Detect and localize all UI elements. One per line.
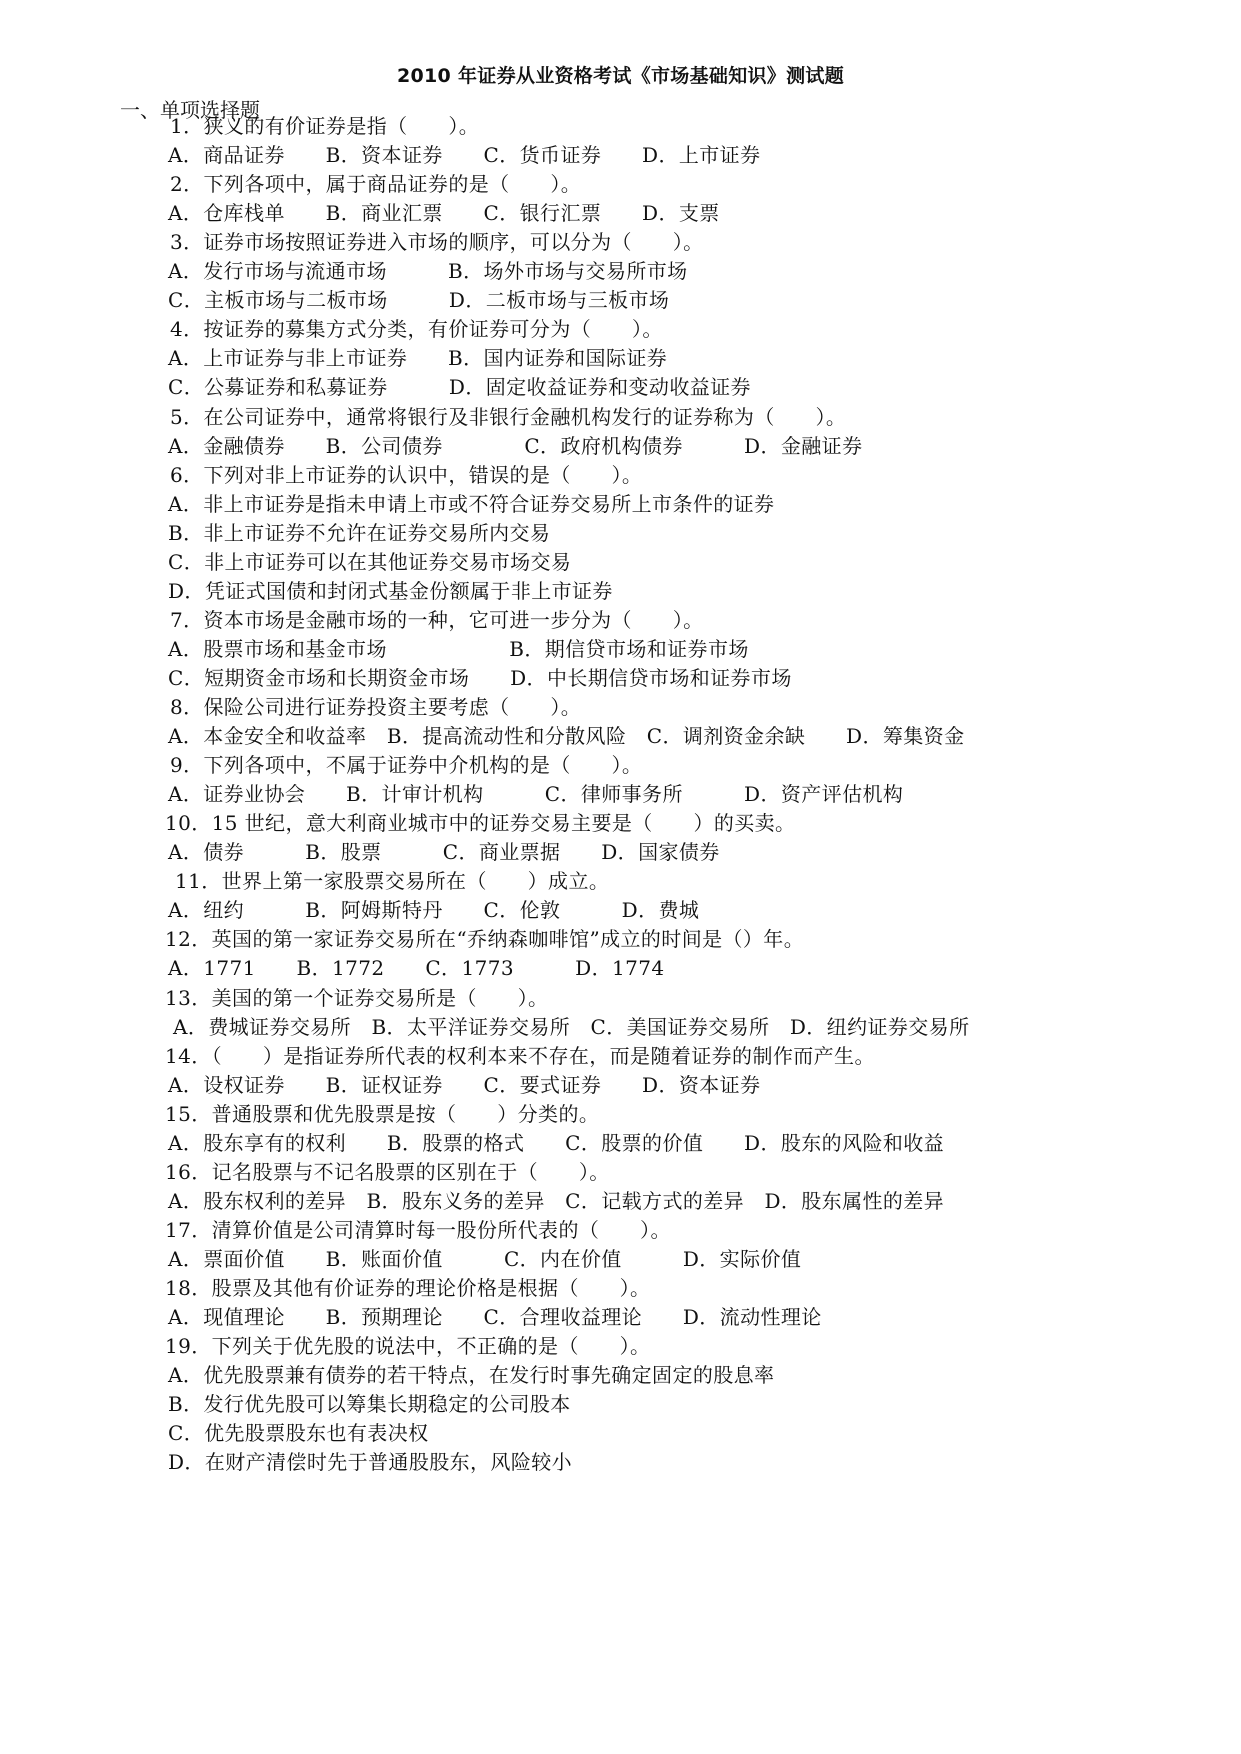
answer-option-line: C．短期资金市场和长期资金市场 D．中长期信贷市场和证券市场 bbox=[168, 666, 792, 690]
answer-option-line: C．主板市场与二板市场 D．二板市场与三板市场 bbox=[168, 288, 670, 312]
question-stem: 2．下列各项中，属于商品证券的是（ ）。 bbox=[170, 172, 582, 196]
section-heading: 一、单项选择题 bbox=[120, 98, 260, 122]
question-stem: 15．普通股票和优先股票是按（ ）分类的。 bbox=[165, 1102, 600, 1126]
question-stem: 14．（ ）是指证券所代表的权利本来不存在，而是随着证券的制作而产生。 bbox=[165, 1044, 875, 1068]
answer-option-line: A．金融债券 B．公司债券 C．政府机构债券 D．金融证券 bbox=[168, 434, 863, 458]
answer-option-line: A．股东享有的权利 B．股票的格式 C．股票的价值 D．股东的风险和收益 bbox=[168, 1131, 945, 1155]
document-title: 2010 年证券从业资格考试《市场基础知识》测试题 bbox=[397, 65, 844, 87]
question-stem: 12．英国的第一家证券交易所在“乔纳森咖啡馆”成立的时间是（）年。 bbox=[165, 927, 805, 951]
answer-option-line: A．股票市场和基金市场 B．期信贷市场和证券市场 bbox=[168, 637, 749, 661]
question-stem: 9．下列各项中，不属于证券中介机构的是（ ）。 bbox=[170, 753, 643, 777]
question-stem: 7．资本市场是金融市场的一种，它可进一步分为（ ）。 bbox=[170, 608, 704, 632]
question-stem: 10．15 世纪，意大利商业城市中的证券交易主要是（ ）的买卖。 bbox=[165, 811, 796, 835]
answer-option-line: A．仓库栈单 B．商业汇票 C．银行汇票 D．支票 bbox=[168, 201, 720, 225]
answer-option-line: A．发行市场与流通市场 B．场外市场与交易所市场 bbox=[168, 259, 688, 283]
question-stem: 4．按证券的募集方式分类，有价证券可分为（ ）。 bbox=[170, 317, 663, 341]
answer-option-line: C．优先股票股东也有表决权 bbox=[168, 1421, 429, 1445]
answer-option-line: A．1771 B．1772 C．1773 D．1774 bbox=[168, 956, 665, 980]
question-stem: 13．美国的第一个证券交易所是（ ）。 bbox=[165, 986, 549, 1010]
answer-option-line: D．在财产清偿时先于普通股股东，风险较小 bbox=[168, 1450, 573, 1474]
answer-option-line: A．上市证券与非上市证券 B．国内证券和国际证券 bbox=[168, 346, 668, 370]
answer-option-line: A．纽约 B．阿姆斯特丹 C．伦敦 D．费城 bbox=[168, 898, 700, 922]
answer-option-line: A．优先股票兼有债券的若干特点，在发行时事先确定固定的股息率 bbox=[168, 1363, 775, 1387]
question-stem: 8．保险公司进行证券投资主要考虑（ ）。 bbox=[170, 695, 582, 719]
answer-option-line: B．发行优先股可以筹集长期稳定的公司股本 bbox=[168, 1392, 571, 1416]
answer-option-line: A．本金安全和收益率 B．提高流动性和分散风险 C．调剂资金余缺 D．筹集资金 bbox=[168, 724, 965, 748]
question-stem: 16．记名股票与不记名股票的区别在于（ ）。 bbox=[165, 1160, 610, 1184]
answer-option-line: A．债券 B．股票 C．商业票据 D．国家债券 bbox=[168, 840, 720, 864]
answer-option-line: A．非上市证券是指未申请上市或不符合证券交易所上市条件的证券 bbox=[168, 492, 775, 516]
answer-option-line: A．证券业协会 B．计审计机构 C．律师事务所 D．资产评估机构 bbox=[168, 782, 904, 806]
answer-option-line: A．现值理论 B．预期理论 C．合理收益理论 D．流动性理论 bbox=[168, 1305, 822, 1329]
answer-option-line: B．非上市证券不允许在证券交易所内交易 bbox=[168, 521, 551, 545]
question-stem: 1．狭义的有价证券是指（ ）。 bbox=[170, 114, 480, 138]
question-stem: 5．在公司证券中，通常将银行及非银行金融机构发行的证券称为（ ）。 bbox=[170, 405, 847, 429]
question-stem: 3．证券市场按照证券进入市场的顺序，可以分为（ ）。 bbox=[170, 230, 704, 254]
question-stem: 11．世界上第一家股票交易所在（ ）成立。 bbox=[175, 869, 610, 893]
question-stem: 19．下列关于优先股的说法中，不正确的是（ ）。 bbox=[165, 1334, 651, 1358]
answer-option-line: A．商品证券 B．资本证券 C．货币证券 D．上市证券 bbox=[168, 143, 761, 167]
answer-option-line: A．费城证券交易所 B．太平洋证券交易所 C．美国证券交易所 D．纽约证券交易所 bbox=[173, 1015, 970, 1039]
answer-option-line: A．票面价值 B．账面价值 C．内在价值 D．实际价值 bbox=[168, 1247, 802, 1271]
question-stem: 18．股票及其他有价证券的理论价格是根据（ ）。 bbox=[165, 1276, 651, 1300]
answer-option-line: D．凭证式国债和封闭式基金份额属于非上市证券 bbox=[168, 579, 613, 603]
question-stem: 6．下列对非上市证券的认识中，错误的是（ ）。 bbox=[170, 463, 643, 487]
answer-option-line: C．公募证券和私募证券 D．固定收益证券和变动收益证券 bbox=[168, 375, 751, 399]
answer-option-line: C．非上市证券可以在其他证券交易市场交易 bbox=[168, 550, 572, 574]
answer-option-line: A．设权证券 B．证权证券 C．要式证券 D．资本证券 bbox=[168, 1073, 761, 1097]
answer-option-line: A．股东权利的差异 B．股东义务的差异 C．记载方式的差异 D．股东属性的差异 bbox=[168, 1189, 945, 1213]
question-stem: 17．清算价值是公司清算时每一股份所代表的（ ）。 bbox=[165, 1218, 671, 1242]
